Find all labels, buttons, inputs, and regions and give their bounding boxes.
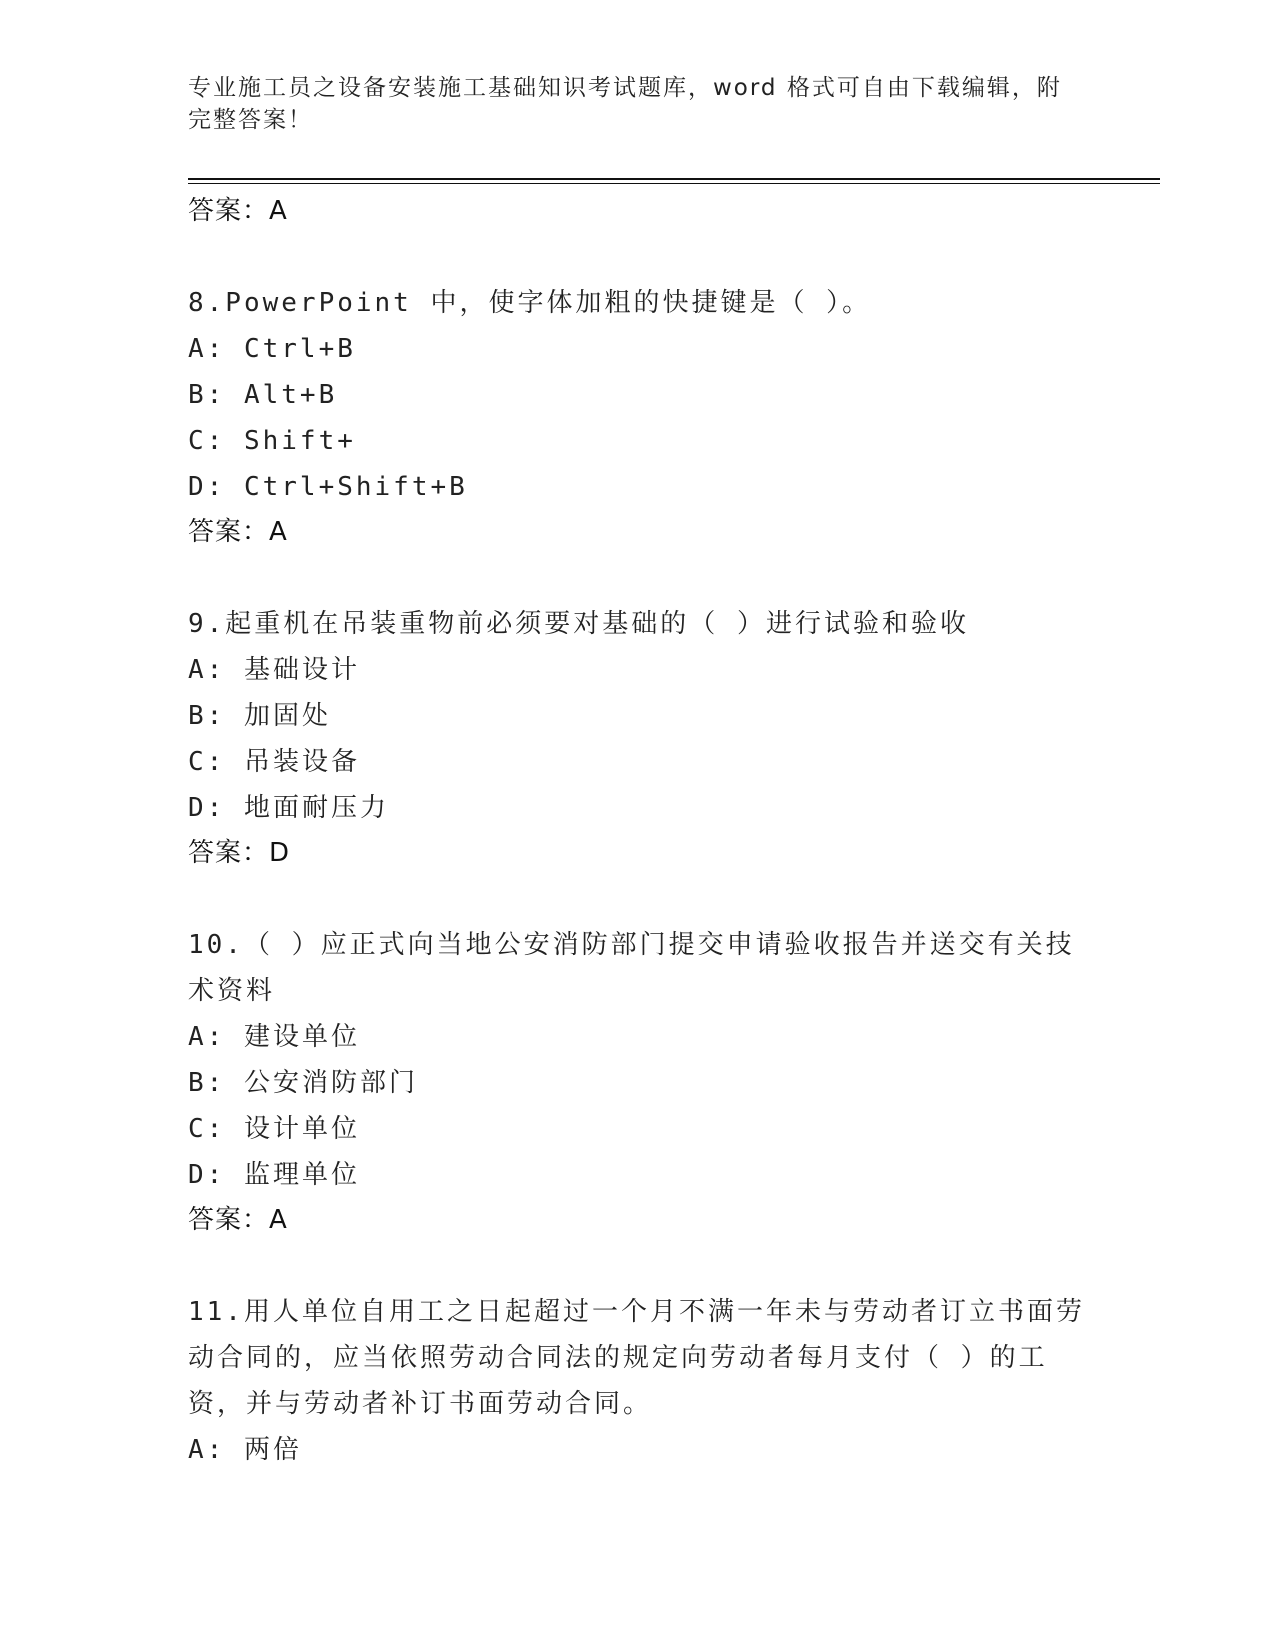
option-a: A: 建设单位 — [188, 1022, 360, 1052]
option-d: D: 监理单位 — [188, 1160, 360, 1190]
answer-value: A — [269, 517, 288, 547]
question-text: 10.（ ）应正式向当地公安消防部门提交申请验收报告并送交有关技术资料 — [188, 930, 1075, 1006]
option-b: B: 公安消防部门 — [188, 1068, 418, 1098]
header-divider — [188, 178, 1160, 180]
answer-line — [188, 831, 1088, 875]
option-a: A: 两倍 — [188, 1435, 302, 1465]
option-d: D: Ctrl+Shift+B — [188, 472, 468, 502]
option-a: A: 基础设计 — [188, 655, 360, 685]
answer-line — [188, 189, 1088, 233]
answer-label: 答案： — [188, 838, 270, 868]
option-d: D: 地面耐压力 — [188, 793, 389, 823]
answer-line — [188, 1198, 1088, 1242]
answer-label: 答案： — [188, 1205, 270, 1235]
answer-line — [188, 510, 1088, 554]
option-c: C: Shift+ — [188, 426, 356, 456]
question-text: 9.起重机在吊装重物前必须要对基础的（ ）进行试验和验收 — [188, 609, 969, 639]
option-a: A: Ctrl+B — [188, 334, 356, 364]
header-divider-thin — [188, 183, 1160, 184]
option-c: C: 吊装设备 — [188, 747, 360, 777]
answer-value: A — [269, 196, 288, 226]
answer-label: 答案： — [188, 196, 270, 226]
answer-label: 答案： — [188, 517, 270, 547]
question-list — [188, 189, 1088, 1473]
question-text: 8.PowerPoint 中，使字体加粗的快捷键是（ ）。 — [188, 288, 872, 318]
document-header: 专业施工员之设备安装施工基础知识考试题库，word 格式可自由下载编辑，附完整答案！ — [188, 75, 1062, 133]
question-text: 11.用人单位自用工之日起超过一个月不满一年未与劳动者订立书面劳动合同的，应当依照劳动合同法的规定向劳动者每月支付（ ）的工资，并与劳动者补订书面劳动合同。 — [188, 1297, 1085, 1419]
answer-value: A — [269, 1205, 288, 1235]
option-b: B: 加固处 — [188, 701, 331, 731]
option-b: B: Alt+B — [188, 380, 338, 410]
option-c: C: 设计单位 — [188, 1114, 360, 1144]
answer-value: D — [269, 838, 291, 868]
